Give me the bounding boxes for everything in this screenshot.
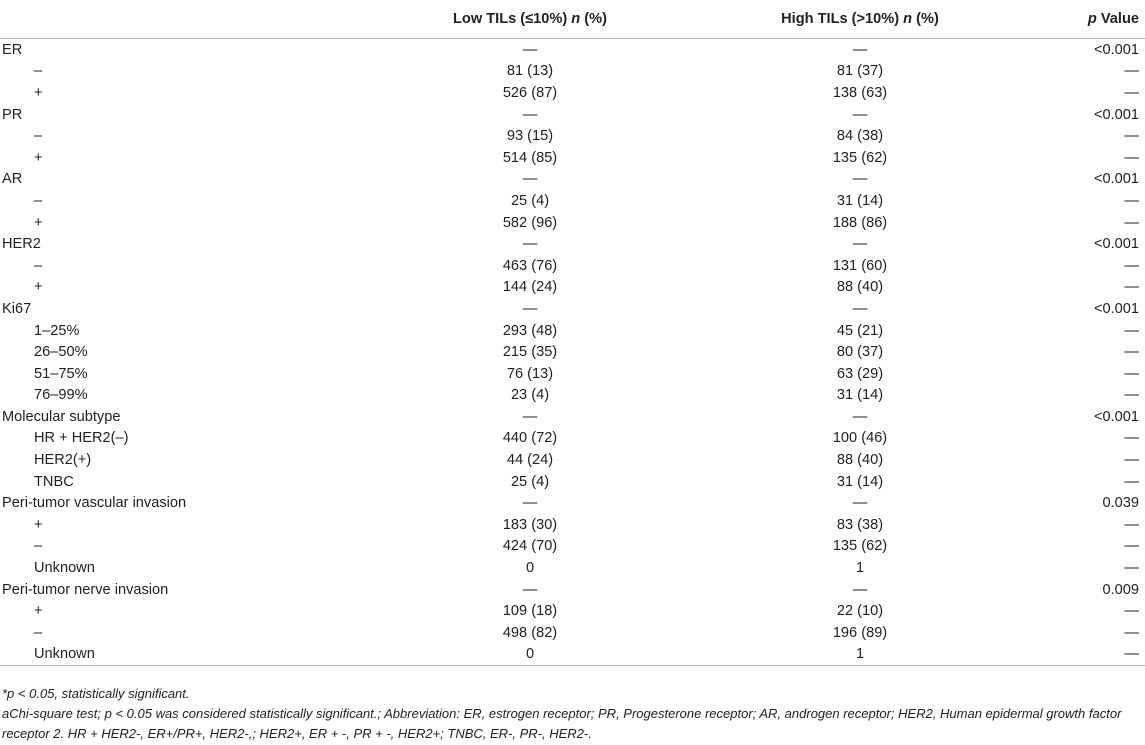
row-high-tils-value: — — [852, 106, 868, 123]
table-row — [0, 212, 1145, 234]
table-row — [0, 406, 1145, 428]
table-row — [0, 557, 1145, 579]
row-p-value: — — [1124, 365, 1139, 382]
table-footnotes — [2, 684, 1142, 744]
row-high-tils-value: 131 (60) — [832, 257, 888, 274]
row-p-value: — — [1124, 516, 1139, 533]
row-high-tils-value: — — [852, 495, 868, 512]
row-label: Unknown — [34, 560, 95, 577]
table-row — [0, 169, 1145, 191]
row-p-value: <0.001 — [1093, 300, 1139, 317]
row-high-tils-value: 84 (38) — [836, 128, 884, 145]
row-label: HR + HER2(–) — [34, 430, 129, 447]
row-high-tils-value: — — [852, 236, 868, 253]
row-p-value: — — [1124, 63, 1139, 80]
row-high-tils-value: 83 (38) — [836, 516, 884, 533]
row-label: + — [34, 603, 43, 620]
row-low-tils-value: 215 (35) — [502, 344, 558, 361]
row-p-value: — — [1124, 473, 1139, 490]
row-p-value: — — [1124, 128, 1139, 145]
table-row — [0, 492, 1145, 514]
row-label: 76–99% — [34, 387, 88, 404]
row-p-value: — — [1124, 322, 1139, 339]
row-p-value: <0.001 — [1093, 236, 1139, 253]
row-label: – — [34, 63, 43, 80]
row-label: + — [34, 149, 43, 166]
row-high-tils-value: 88 (40) — [836, 279, 884, 296]
row-label: + — [34, 214, 43, 231]
row-low-tils-value: 183 (30) — [502, 516, 558, 533]
table-row — [0, 320, 1145, 342]
row-p-value: — — [1124, 624, 1139, 641]
row-low-tils-value: — — [522, 171, 538, 188]
table-row — [0, 471, 1145, 493]
row-p-value: — — [1124, 279, 1139, 296]
row-label: Unknown — [0, 644, 366, 666]
table-row — [0, 600, 1145, 622]
row-label: – — [34, 624, 43, 641]
row-low-tils-value: — — [522, 236, 538, 253]
row-label: Peri-tumor vascular invasion — [2, 495, 187, 512]
row-label: + — [34, 516, 43, 533]
row-high-tils-value: — — [852, 581, 868, 598]
header-variable — [0, 0, 366, 39]
row-low-tils-value: 0 — [366, 644, 694, 666]
header-low-tils: Low TILs (≤10%) n (%) — [366, 0, 694, 39]
row-high-tils-value: 1 — [694, 644, 1026, 666]
row-p-value: — — [1124, 344, 1139, 361]
row-p-value: 0.039 — [1102, 495, 1139, 512]
row-label: + — [34, 279, 43, 296]
row-high-tils-value: 1 — [855, 560, 865, 577]
row-low-tils-value: 25 (4) — [510, 473, 550, 490]
row-low-tils-value: — — [522, 41, 538, 58]
table-body — [0, 39, 1145, 666]
row-p-value: — — [1124, 560, 1139, 577]
row-low-tils-value: 526 (87) — [502, 84, 558, 101]
row-high-tils-value: 45 (21) — [836, 322, 884, 339]
row-high-tils-value: 22 (10) — [836, 603, 884, 620]
row-low-tils-value: — — [522, 106, 538, 123]
row-label: Ki67 — [2, 300, 32, 317]
row-p-value: — — [1124, 538, 1139, 555]
row-high-tils-value: 63 (29) — [836, 365, 884, 382]
row-p-value: — — [1124, 387, 1139, 404]
row-high-tils-value: 135 (62) — [832, 538, 888, 555]
row-low-tils-value: — — [522, 495, 538, 512]
row-p-value: — — [1124, 149, 1139, 166]
header-p-value: p Value — [1026, 0, 1145, 39]
row-high-tils-value: 138 (63) — [832, 84, 888, 101]
table-row — [0, 449, 1145, 471]
row-low-tils-value: 23 (4) — [510, 387, 550, 404]
row-p-value: — — [1124, 214, 1139, 231]
footnote-abbreviations: aChi-square test; p < 0.05 was considered statistically significant.; Abbreviation: ER, estrogen receptor; PR, Progesterone receptor; AR, androgen receptor; HER2, Human epidermal growth factor receptor 2. HR + HER2-, ER+/PR+, HER2-,; HER2+, ER + -, PR + -, HER2+; TNBC, ER-, PR-, HER2-. — [2, 706, 1122, 741]
row-low-tils-value: 0 — [525, 560, 535, 577]
table-row — [0, 622, 1145, 644]
row-label: Molecular subtype — [2, 408, 121, 425]
row-p-value: — — [1124, 192, 1139, 209]
row-high-tils-value: — — [852, 171, 868, 188]
header-high-tils: High TILs (>10%) n (%) — [694, 0, 1026, 39]
row-p-value: — — [1124, 84, 1139, 101]
table-row — [0, 277, 1145, 299]
row-high-tils-value: 88 (40) — [836, 452, 884, 469]
row-high-tils-value: 188 (86) — [832, 214, 888, 231]
header-row — [0, 0, 1145, 39]
row-high-tils-value: 31 (14) — [836, 387, 884, 404]
row-p-value: — — [1026, 644, 1145, 666]
row-low-tils-value: — — [522, 300, 538, 317]
row-high-tils-value: 100 (46) — [832, 430, 888, 447]
table-row — [0, 125, 1145, 147]
row-low-tils-value: 144 (24) — [502, 279, 558, 296]
table-row — [0, 255, 1145, 277]
row-high-tils-value: 80 (37) — [836, 344, 884, 361]
row-low-tils-value: 109 (18) — [502, 603, 558, 620]
row-label: – — [34, 128, 43, 145]
row-high-tils-value: 31 (14) — [836, 192, 884, 209]
table-row — [0, 363, 1145, 385]
table-row — [0, 190, 1145, 212]
row-low-tils-value: 514 (85) — [502, 149, 558, 166]
table-row — [0, 298, 1145, 320]
table-row — [0, 428, 1145, 450]
row-label: HER2(+) — [34, 452, 92, 469]
row-low-tils-value: 293 (48) — [502, 322, 558, 339]
row-label: HER2 — [2, 236, 41, 253]
row-p-value: <0.001 — [1093, 41, 1139, 58]
table-row — [0, 644, 1145, 666]
row-low-tils-value: 424 (70) — [502, 538, 558, 555]
row-p-value: — — [1124, 257, 1139, 274]
row-high-tils-value: 81 (37) — [836, 63, 884, 80]
table-header — [0, 0, 1145, 39]
row-high-tils-value: 196 (89) — [832, 624, 888, 641]
table-row — [0, 147, 1145, 169]
row-p-value: <0.001 — [1093, 171, 1139, 188]
row-low-tils-value: 440 (72) — [502, 430, 558, 447]
table-row — [0, 233, 1145, 255]
row-p-value: <0.001 — [1093, 106, 1139, 123]
table-row — [0, 514, 1145, 536]
row-low-tils-value: — — [522, 581, 538, 598]
row-label: + — [34, 84, 43, 101]
table-row — [0, 385, 1145, 407]
table-row — [0, 536, 1145, 558]
row-low-tils-value: 582 (96) — [502, 214, 558, 231]
row-low-tils-value: 81 (13) — [506, 63, 554, 80]
row-label: – — [34, 192, 43, 209]
footnote-significance: *p < 0.05, statistically significant. — [2, 686, 190, 701]
table-row — [0, 61, 1145, 83]
row-high-tils-value: — — [852, 408, 868, 425]
row-p-value: — — [1124, 603, 1139, 620]
table-row — [0, 104, 1145, 126]
row-label: PR — [2, 106, 23, 123]
row-p-value: <0.001 — [1093, 408, 1139, 425]
row-label: ER — [2, 41, 23, 58]
row-label: – — [34, 257, 43, 274]
table-row — [0, 579, 1145, 601]
row-label: – — [34, 538, 43, 555]
row-label: AR — [2, 171, 23, 188]
row-high-tils-value: — — [852, 41, 868, 58]
row-high-tils-value: 135 (62) — [832, 149, 888, 166]
table-row — [0, 341, 1145, 363]
row-high-tils-value: — — [852, 300, 868, 317]
row-high-tils-value: 31 (14) — [836, 473, 884, 490]
row-p-value: — — [1124, 452, 1139, 469]
row-low-tils-value: 93 (15) — [506, 128, 554, 145]
row-p-value: — — [1124, 430, 1139, 447]
row-label: 26–50% — [34, 344, 88, 361]
row-low-tils-value: 25 (4) — [510, 192, 550, 209]
row-low-tils-value: 44 (24) — [506, 452, 554, 469]
row-low-tils-value: 498 (82) — [502, 624, 558, 641]
table-row — [0, 39, 1145, 61]
row-low-tils-value: 76 (13) — [506, 365, 554, 382]
row-low-tils-value: 463 (76) — [502, 257, 558, 274]
row-low-tils-value: — — [522, 408, 538, 425]
row-label: 51–75% — [34, 365, 88, 382]
row-label: Peri-tumor nerve invasion — [2, 581, 169, 598]
table-row — [0, 82, 1145, 104]
row-p-value: 0.009 — [1102, 581, 1139, 598]
row-label: 1–25% — [34, 322, 80, 339]
row-label: TNBC — [34, 473, 74, 490]
